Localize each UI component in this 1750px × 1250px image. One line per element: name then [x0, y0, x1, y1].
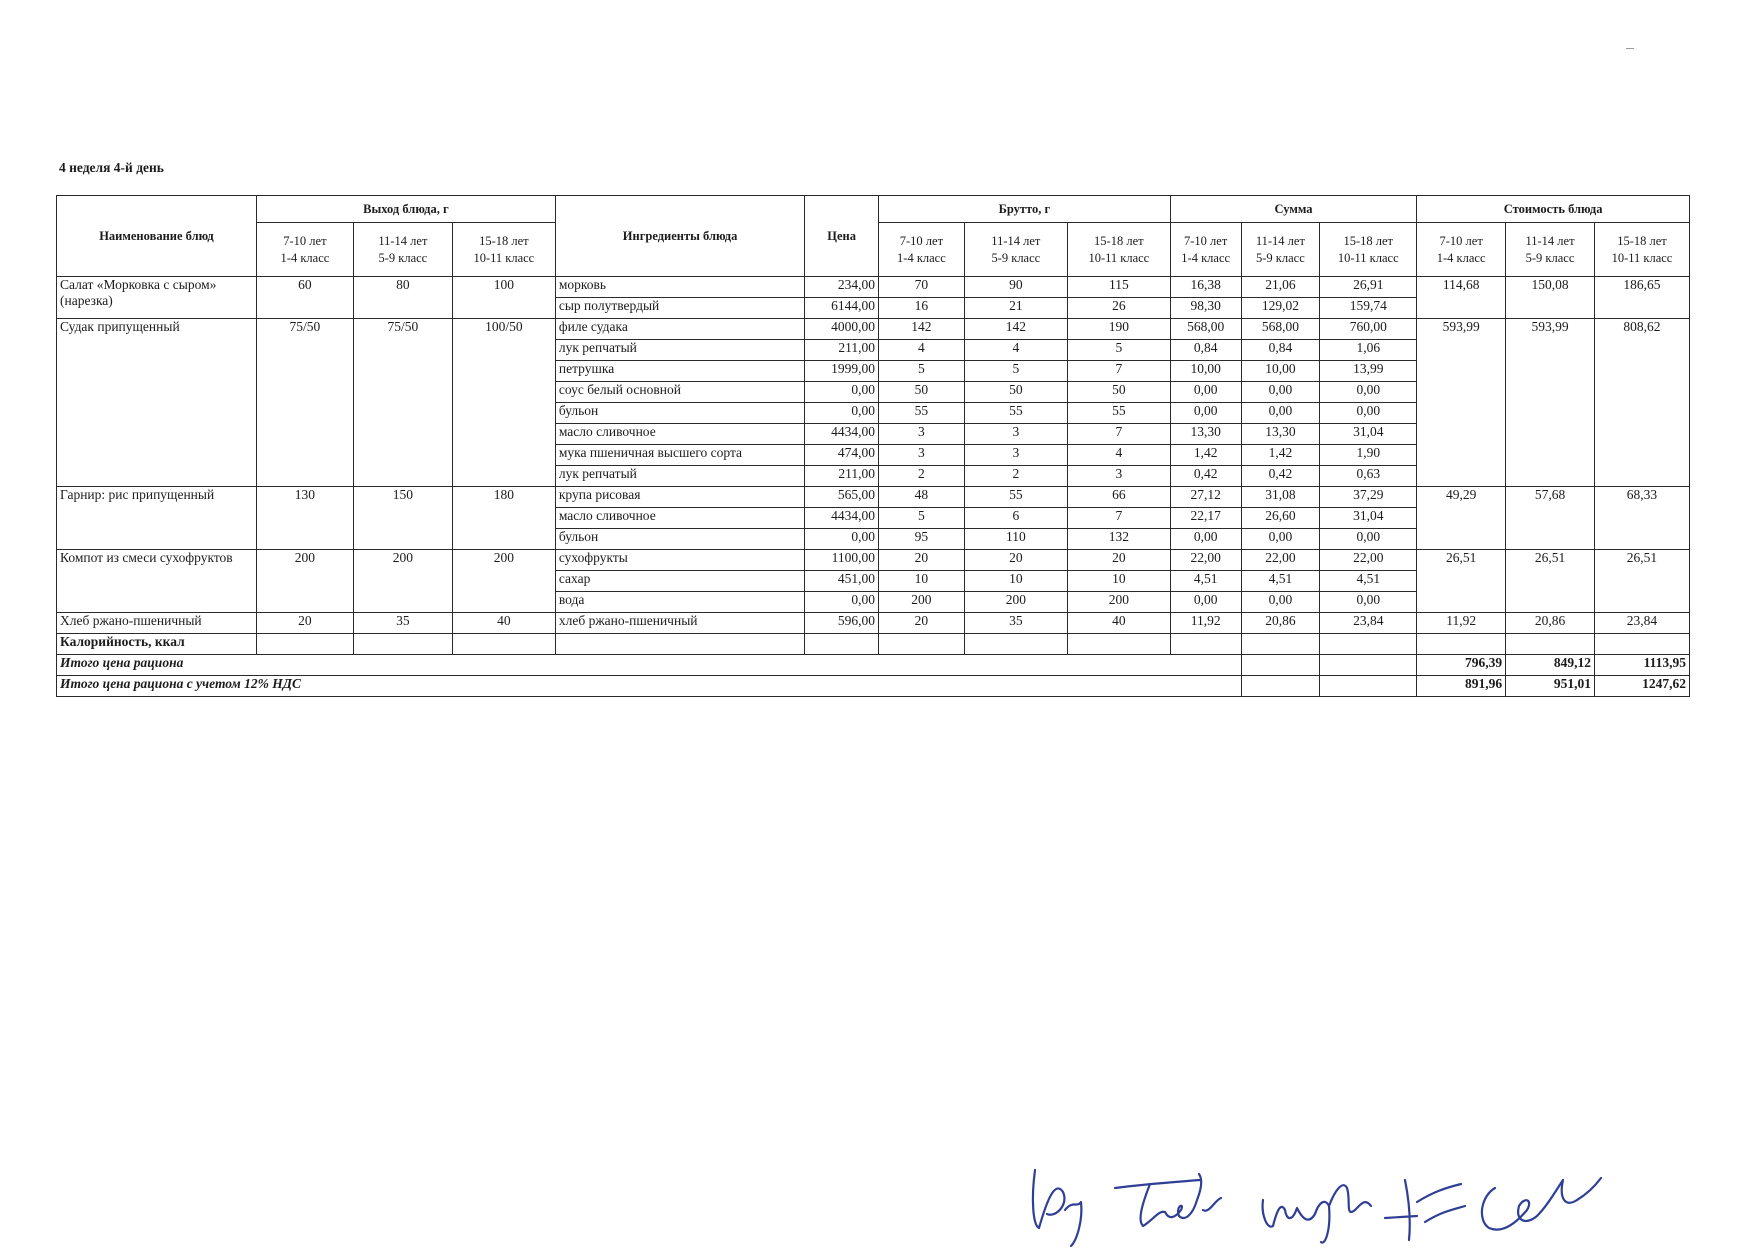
header-brutto-age-1 — [964, 223, 1067, 277]
ingredient-sum: 0,42 — [1241, 466, 1320, 487]
grade-label: 10-11 класс — [1088, 250, 1150, 265]
empty-cell — [879, 634, 965, 655]
ingredient-sum: 0,63 — [1320, 466, 1417, 487]
header-sum: Сумма — [1170, 196, 1416, 223]
grade-label: 5-9 класс — [378, 250, 428, 265]
ingredient-brutto: 6 — [964, 508, 1067, 529]
header-cost-age-1 — [1506, 223, 1595, 277]
ingredient-brutto: 50 — [1067, 382, 1170, 403]
age-label: 11-14 лет — [991, 233, 1041, 248]
header-brutto-age-2 — [1067, 223, 1170, 277]
empty-cell — [1417, 634, 1506, 655]
ingredient-brutto: 40 — [1067, 613, 1170, 634]
ingredient-brutto: 142 — [879, 319, 965, 340]
age-label: 15-18 лет — [1617, 233, 1667, 248]
ingredient-price: 596,00 — [805, 613, 879, 634]
ingredient-price: 1999,00 — [805, 361, 879, 382]
ingredient-brutto: 5 — [879, 361, 965, 382]
empty-cell — [1506, 634, 1595, 655]
ingredient-sum: 27,12 — [1170, 487, 1241, 508]
dish-name: Хлеб ржано-пшеничный — [57, 613, 257, 634]
dish-output: 130 — [256, 487, 353, 550]
ingredient-sum: 0,00 — [1320, 592, 1417, 613]
ingredient-sum: 22,17 — [1170, 508, 1241, 529]
scan-mark — [1626, 48, 1634, 49]
dish-output: 200 — [256, 550, 353, 613]
ingredient-sum: 0,42 — [1170, 466, 1241, 487]
ingredient-brutto: 3 — [964, 445, 1067, 466]
grade-label: 5-9 класс — [1256, 250, 1305, 265]
ingredient-price: 0,00 — [805, 529, 879, 550]
ingredient-brutto: 200 — [964, 592, 1067, 613]
dish-output: 200 — [452, 550, 555, 613]
dish-cost: 150,08 — [1506, 277, 1595, 319]
empty-cell — [1320, 676, 1417, 697]
ingredient-sum: 22,00 — [1241, 550, 1320, 571]
ingredient-sum: 26,60 — [1241, 508, 1320, 529]
grade-label: 1-4 класс — [1436, 250, 1486, 265]
dish-cost: 57,68 — [1506, 487, 1595, 550]
ingredient-sum: 0,00 — [1320, 382, 1417, 403]
age-label: 11-14 лет — [1255, 233, 1305, 248]
total-value: 891,96 — [1417, 676, 1506, 697]
ingredient-brutto: 3 — [879, 424, 965, 445]
dish-cost: 11,92 — [1417, 613, 1506, 634]
ingredient-brutto: 90 — [964, 277, 1067, 298]
grade-label: 1-4 класс — [897, 250, 946, 265]
header-cost-age-0 — [1417, 223, 1506, 277]
ingredient-price: 0,00 — [805, 592, 879, 613]
ingredient-brutto: 55 — [964, 487, 1067, 508]
dish-output: 100/50 — [452, 319, 555, 487]
total-value: 1113,95 — [1594, 655, 1689, 676]
ingredient-brutto: 20 — [964, 550, 1067, 571]
table-row — [57, 319, 1690, 340]
ingredient-sum: 159,74 — [1320, 298, 1417, 319]
age-label: 15-18 лет — [1343, 233, 1394, 248]
dish-name: Компот из смеси сухофруктов — [57, 550, 257, 613]
ingredient-brutto: 115 — [1067, 277, 1170, 298]
age-label: 7-10 лет — [283, 233, 327, 248]
ingredient-brutto: 20 — [1067, 550, 1170, 571]
ingredient-sum: 31,08 — [1241, 487, 1320, 508]
table-row — [57, 487, 1690, 508]
ingredient-sum: 13,99 — [1320, 361, 1417, 382]
ingredient-brutto: 10 — [964, 571, 1067, 592]
ingredient-sum: 0,00 — [1241, 592, 1320, 613]
ingredient-sum: 0,84 — [1170, 340, 1241, 361]
header-brutto: Брутто, г — [879, 196, 1171, 223]
grade-label: 5-9 класс — [991, 250, 1041, 265]
ingredient-sum: 4,51 — [1320, 571, 1417, 592]
empty-cell — [964, 634, 1067, 655]
empty-cell — [1241, 676, 1320, 697]
ingredient-price: 0,00 — [805, 382, 879, 403]
ingredient-brutto: 190 — [1067, 319, 1170, 340]
empty-cell — [1170, 634, 1241, 655]
ingredient-brutto: 7 — [1067, 361, 1170, 382]
handwritten-signatures — [1025, 1140, 1725, 1250]
ingredient-name: сахар — [555, 571, 804, 592]
dish-output: 35 — [353, 613, 452, 634]
ingredient-sum: 10,00 — [1170, 361, 1241, 382]
table-row — [57, 613, 1690, 634]
ingredient-sum: 0,00 — [1241, 403, 1320, 424]
ingredient-sum: 1,42 — [1241, 445, 1320, 466]
total-label: Итого цена рациона с учетом 12% НДС — [57, 676, 1242, 697]
header-cost-age-2 — [1594, 223, 1689, 277]
ingredient-price: 4000,00 — [805, 319, 879, 340]
ingredient-brutto: 7 — [1067, 508, 1170, 529]
ingredient-price: 211,00 — [805, 466, 879, 487]
dish-name: Гарнир: рис припущенный — [57, 487, 257, 550]
ingredient-brutto: 4 — [879, 340, 965, 361]
ingredient-sum: 1,06 — [1320, 340, 1417, 361]
grade-label: 1-4 класс — [1181, 250, 1231, 265]
header-output-age-0 — [256, 223, 353, 277]
ingredient-brutto: 3 — [879, 445, 965, 466]
dish-cost: 26,51 — [1417, 550, 1506, 613]
ingredient-sum: 13,30 — [1170, 424, 1241, 445]
ingredient-sum: 0,00 — [1320, 403, 1417, 424]
ingredient-name: масло сливочное — [555, 508, 804, 529]
calories-row — [57, 634, 1690, 655]
empty-cell — [353, 634, 452, 655]
header-ingredients: Ингредиенты блюда — [555, 196, 804, 277]
ingredient-sum: 13,30 — [1241, 424, 1320, 445]
dish-output: 200 — [353, 550, 452, 613]
empty-cell — [805, 634, 879, 655]
ingredient-brutto: 20 — [879, 550, 965, 571]
ingredient-brutto: 48 — [879, 487, 965, 508]
dish-cost: 593,99 — [1506, 319, 1595, 487]
ingredient-brutto: 50 — [964, 382, 1067, 403]
dish-cost: 593,99 — [1417, 319, 1506, 487]
age-label: 7-10 лет — [1439, 233, 1483, 248]
age-label: 15-18 лет — [1094, 233, 1144, 248]
calories-label: Калорийность, ккал — [57, 634, 257, 655]
age-label: 7-10 лет — [1184, 233, 1228, 248]
ingredient-price: 1100,00 — [805, 550, 879, 571]
ingredient-brutto: 21 — [964, 298, 1067, 319]
ingredient-sum: 4,51 — [1241, 571, 1320, 592]
dish-cost: 26,51 — [1594, 550, 1689, 613]
grade-label: 10-11 класс — [1337, 250, 1399, 265]
grade-label: 10-11 класс — [473, 250, 535, 265]
header-output-age-1 — [353, 223, 452, 277]
ingredient-brutto: 5 — [879, 508, 965, 529]
ingredient-sum: 0,84 — [1241, 340, 1320, 361]
grade-label: 10-11 класс — [1611, 250, 1673, 265]
ingredient-sum: 0,00 — [1241, 529, 1320, 550]
ingredient-brutto: 4 — [1067, 445, 1170, 466]
ingredient-sum: 760,00 — [1320, 319, 1417, 340]
total-value: 1247,62 — [1594, 676, 1689, 697]
dish-output: 80 — [353, 277, 452, 319]
ingredient-brutto: 5 — [1067, 340, 1170, 361]
empty-cell — [1241, 655, 1320, 676]
ingredient-name: филе судака — [555, 319, 804, 340]
header-output-age-2 — [452, 223, 555, 277]
empty-cell — [452, 634, 555, 655]
dish-output: 100 — [452, 277, 555, 319]
ingredient-sum: 26,91 — [1320, 277, 1417, 298]
ingredient-name: сыр полутвердый — [555, 298, 804, 319]
ingredient-brutto: 4 — [964, 340, 1067, 361]
dish-name: Судак припущенный — [57, 319, 257, 487]
ingredient-sum: 568,00 — [1170, 319, 1241, 340]
dish-output: 40 — [452, 613, 555, 634]
ingredient-brutto: 10 — [879, 571, 965, 592]
ingredient-brutto: 200 — [879, 592, 965, 613]
ingredient-sum: 31,04 — [1320, 508, 1417, 529]
ingredient-sum: 37,29 — [1320, 487, 1417, 508]
ingredient-brutto: 20 — [879, 613, 965, 634]
header-output: Выход блюда, г — [256, 196, 555, 223]
age-label: 11-14 лет — [1525, 233, 1575, 248]
header-sum-age-2 — [1320, 223, 1417, 277]
ingredient-brutto: 66 — [1067, 487, 1170, 508]
ingredient-brutto: 2 — [964, 466, 1067, 487]
ingredient-brutto: 26 — [1067, 298, 1170, 319]
ingredient-name: бульон — [555, 529, 804, 550]
ingredient-brutto: 55 — [879, 403, 965, 424]
ingredient-sum: 0,00 — [1320, 529, 1417, 550]
header-cost: Стоимость блюда — [1417, 196, 1690, 223]
ingredient-sum: 21,06 — [1241, 277, 1320, 298]
ingredient-name: петрушка — [555, 361, 804, 382]
ingredient-price: 451,00 — [805, 571, 879, 592]
age-label: 11-14 лет — [378, 233, 428, 248]
total-value: 849,12 — [1506, 655, 1595, 676]
ingredient-sum: 0,00 — [1170, 592, 1241, 613]
grade-label: 5-9 класс — [1525, 250, 1575, 265]
ingredient-price: 6144,00 — [805, 298, 879, 319]
total-label: Итого цена рациона — [57, 655, 1242, 676]
menu-table — [56, 195, 1690, 697]
total-value: 951,01 — [1506, 676, 1595, 697]
header-brutto-age-0 — [879, 223, 965, 277]
ingredient-sum: 22,00 — [1320, 550, 1417, 571]
dish-name: Салат «Морковка с сыром» (нарезка) — [57, 277, 257, 319]
ingredient-sum: 1,90 — [1320, 445, 1417, 466]
header-sum-age-1 — [1241, 223, 1320, 277]
ingredient-sum: 98,30 — [1170, 298, 1241, 319]
ingredient-sum: 22,00 — [1170, 550, 1241, 571]
table-row — [57, 550, 1690, 571]
ingredient-sum: 129,02 — [1241, 298, 1320, 319]
ingredient-sum: 11,92 — [1170, 613, 1241, 634]
ingredient-brutto: 132 — [1067, 529, 1170, 550]
ingredient-price: 4434,00 — [805, 424, 879, 445]
empty-cell — [1594, 634, 1689, 655]
total-row — [57, 676, 1690, 697]
header-sum-age-0 — [1170, 223, 1241, 277]
ingredient-name: мука пшеничная высшего сорта — [555, 445, 804, 466]
page-title: 4 неделя 4-й день — [59, 160, 164, 175]
dish-cost: 114,68 — [1417, 277, 1506, 319]
grade-label: 1-4 класс — [280, 250, 330, 265]
ingredient-sum: 20,86 — [1241, 613, 1320, 634]
ingredient-name: хлеб ржано-пшеничный — [555, 613, 804, 634]
age-label: 7-10 лет — [899, 233, 944, 248]
ingredient-brutto: 7 — [1067, 424, 1170, 445]
ingredient-sum: 23,84 — [1320, 613, 1417, 634]
empty-cell — [555, 634, 804, 655]
ingredient-brutto: 10 — [1067, 571, 1170, 592]
ingredient-price: 4434,00 — [805, 508, 879, 529]
dish-output: 180 — [452, 487, 555, 550]
dish-cost: 68,33 — [1594, 487, 1689, 550]
ingredient-brutto: 95 — [879, 529, 965, 550]
ingredient-brutto: 35 — [964, 613, 1067, 634]
ingredient-price: 0,00 — [805, 403, 879, 424]
ingredient-sum: 4,51 — [1170, 571, 1241, 592]
ingredient-name: соус белый основной — [555, 382, 804, 403]
ingredient-sum: 16,38 — [1170, 277, 1241, 298]
ingredient-name: морковь — [555, 277, 804, 298]
ingredient-brutto: 2 — [879, 466, 965, 487]
ingredient-price: 565,00 — [805, 487, 879, 508]
table-row — [57, 277, 1690, 298]
header-price: Цена — [805, 196, 879, 277]
empty-cell — [1320, 634, 1417, 655]
ingredient-name: сухофрукты — [555, 550, 804, 571]
ingredient-sum: 0,00 — [1241, 382, 1320, 403]
ingredient-brutto: 55 — [1067, 403, 1170, 424]
ingredient-name: лук репчатый — [555, 466, 804, 487]
empty-cell — [256, 634, 353, 655]
ingredient-price: 211,00 — [805, 340, 879, 361]
menu-body — [57, 277, 1690, 697]
ingredient-sum: 0,00 — [1170, 382, 1241, 403]
ingredient-brutto: 110 — [964, 529, 1067, 550]
empty-cell — [1067, 634, 1170, 655]
ingredient-brutto: 142 — [964, 319, 1067, 340]
total-row — [57, 655, 1690, 676]
ingredient-sum: 0,00 — [1170, 529, 1241, 550]
ingredient-name: масло сливочное — [555, 424, 804, 445]
ingredient-name: крупа рисовая — [555, 487, 804, 508]
ingredient-sum: 31,04 — [1320, 424, 1417, 445]
ingredient-brutto: 16 — [879, 298, 965, 319]
dish-cost: 808,62 — [1594, 319, 1689, 487]
ingredient-brutto: 200 — [1067, 592, 1170, 613]
dish-output: 150 — [353, 487, 452, 550]
empty-cell — [1241, 634, 1320, 655]
dish-output: 60 — [256, 277, 353, 319]
age-label: 15-18 лет — [479, 233, 529, 248]
dish-cost: 26,51 — [1506, 550, 1595, 613]
ingredient-brutto: 3 — [964, 424, 1067, 445]
dish-cost: 23,84 — [1594, 613, 1689, 634]
ingredient-sum: 1,42 — [1170, 445, 1241, 466]
total-value: 796,39 — [1417, 655, 1506, 676]
dish-output: 75/50 — [353, 319, 452, 487]
ingredient-brutto: 3 — [1067, 466, 1170, 487]
dish-output: 75/50 — [256, 319, 353, 487]
ingredient-name: вода — [555, 592, 804, 613]
ingredient-name: бульон — [555, 403, 804, 424]
ingredient-sum: 10,00 — [1241, 361, 1320, 382]
ingredient-brutto: 50 — [879, 382, 965, 403]
ingredient-name: лук репчатый — [555, 340, 804, 361]
empty-cell — [1320, 655, 1417, 676]
ingredient-brutto: 70 — [879, 277, 965, 298]
dish-cost: 49,29 — [1417, 487, 1506, 550]
dish-cost: 20,86 — [1506, 613, 1595, 634]
header-dish-name: Наименование блюд — [57, 196, 257, 277]
ingredient-brutto: 5 — [964, 361, 1067, 382]
ingredient-price: 234,00 — [805, 277, 879, 298]
dish-output: 20 — [256, 613, 353, 634]
ingredient-price: 474,00 — [805, 445, 879, 466]
ingredient-sum: 0,00 — [1170, 403, 1241, 424]
dish-cost: 186,65 — [1594, 277, 1689, 319]
ingredient-sum: 568,00 — [1241, 319, 1320, 340]
ingredient-brutto: 55 — [964, 403, 1067, 424]
